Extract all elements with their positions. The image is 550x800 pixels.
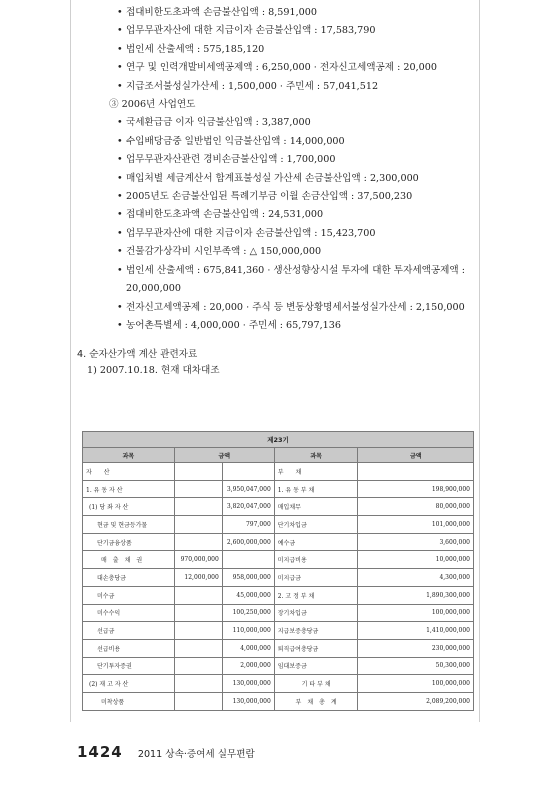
row-liability-amount: 4,300,000 — [358, 569, 474, 587]
row-asset-amount: 958,000,000 — [222, 569, 274, 587]
list-item: • 건물감가상각비 시인부족액 : △ 150,000,000 — [117, 243, 477, 261]
table-row — [83, 622, 474, 640]
list-item: • 접대비한도초과액 손금불산입액 : 24,531,000 — [117, 206, 477, 224]
page-footer — [77, 742, 255, 761]
row-liability-label: 미지급금 — [274, 569, 358, 587]
table-row — [83, 551, 474, 569]
list-item: • 법인세 산출세액 : 675,841,360 · 생산성향상시설 투자에 대한 투자세액공제액 : 20,000,000 — [117, 262, 477, 299]
list-item: • 연구 및 인력개발비세액공제액 : 6,250,000 · 전자신고세액공제 : 20,000 — [117, 59, 477, 77]
row-liability-label: 1. 유 동 부 채 — [274, 480, 358, 498]
row-asset-label: 매 출 채 권 — [83, 551, 175, 569]
col-amount-right: 금액 — [358, 448, 474, 463]
row-asset-amount: 110,000,000 — [222, 622, 274, 640]
row-liability-amount: 100,000,000 — [358, 675, 474, 693]
section-subtitle: 1) 2007.10.18. 현재 대차대조 — [87, 365, 220, 377]
table-row — [83, 498, 474, 516]
row-asset-subamount — [174, 498, 222, 516]
col-account-left: 과목 — [83, 448, 175, 463]
list-item: • 법인세 산출세액 : 575,185,120 — [117, 41, 477, 59]
row-asset-label: 선급비용 — [83, 639, 175, 657]
col-amount-left: 금액 — [174, 448, 274, 463]
row-liability-amount: 1,890,300,000 — [358, 586, 474, 604]
row-liability-label: 매입채무 — [274, 498, 358, 516]
row-asset-subamount — [174, 622, 222, 640]
row-liability-amount: 2,089,200,000 — [358, 692, 474, 710]
row-asset-amount: 100,250,000 — [222, 604, 274, 622]
list-item: • 농어촌특별세 : 4,000,000 · 주민세 : 65,797,136 — [117, 317, 477, 335]
row-asset-label: 미수수익 — [83, 604, 175, 622]
row-asset-amount: 130,000,000 — [222, 675, 274, 693]
year-2006-heading: ③ 2006년 사업연도 — [109, 99, 196, 111]
table-row — [83, 675, 474, 693]
list-item: • 매입처별 세금계산서 합계표불성실 가산세 손금불산입액 : 2,300,000 — [117, 170, 477, 188]
list-item: • 접대비한도초과액 손금불산입액 : 8,591,000 — [117, 4, 477, 22]
row-asset-amount: 45,000,000 — [222, 586, 274, 604]
list-item: • 전자신고세액공제 : 20,000 · 주식 등 변동상황명세서불성실가산세 : 2,150,000 — [117, 299, 477, 317]
list-item: • 업무무관자산에 대한 지급이자 손금불산입액 : 17,583,790 — [117, 22, 477, 40]
row-liability-amount: 101,000,000 — [358, 516, 474, 534]
row-liability-amount: 3,600,000 — [358, 533, 474, 551]
balance-sheet-table — [82, 431, 474, 711]
row-liability-label: 단기차입금 — [274, 516, 358, 534]
row-asset-subamount — [174, 586, 222, 604]
table-row — [83, 516, 474, 534]
row-liability-amount: 10,000,000 — [358, 551, 474, 569]
table-row — [83, 586, 474, 604]
row-asset-amount: 797,000 — [222, 516, 274, 534]
row-asset-amount — [222, 551, 274, 569]
row-asset-label: (2) 재 고 자 산 — [83, 675, 175, 693]
row-liability-label: 장기차입금 — [274, 604, 358, 622]
row-asset-subamount — [174, 480, 222, 498]
list-item: • 업무무관자산관련 경비손금불산입액 : 1,700,000 — [117, 151, 477, 169]
row-liability-label: 퇴직급여충당금 — [274, 639, 358, 657]
table-row — [83, 533, 474, 551]
row-asset-label: (1) 당 좌 자 산 — [83, 498, 175, 516]
row-asset-amount: 2,000,000 — [222, 657, 274, 675]
row-liability-amount: 80,000,000 — [358, 498, 474, 516]
row-asset-label: 미수금 — [83, 586, 175, 604]
row-asset-label: 1. 유 동 자 산 — [83, 480, 175, 498]
row-liability-label: 2. 고 정 부 채 — [274, 586, 358, 604]
row-liability-label: 기 타 부 채 — [274, 675, 358, 693]
row-asset-label: 현금 및 현금등가물 — [83, 516, 175, 534]
table-row — [83, 604, 474, 622]
row-asset-label: 단기투자증권 — [83, 657, 175, 675]
row-liability-amount: 1,410,000,000 — [358, 622, 474, 640]
row-asset-amount: 2,600,000,000 — [222, 533, 274, 551]
row-liability-amount: 100,000,000 — [358, 604, 474, 622]
row-asset-amount: 3,820,047,000 — [222, 498, 274, 516]
table-row — [83, 639, 474, 657]
bullet-list-2006 — [77, 114, 477, 335]
row-asset-subamount — [174, 516, 222, 534]
row-liability-amount: 50,300,000 — [358, 657, 474, 675]
row-asset-label: 단기금융상품 — [83, 533, 175, 551]
row-asset-amount: 130,000,000 — [222, 692, 274, 710]
row-liability-label: 임대보증금 — [274, 657, 358, 675]
row-liability-amount: 198,900,000 — [358, 480, 474, 498]
row-liability-amount: 230,000,000 — [358, 639, 474, 657]
row-asset-subamount: 970,000,000 — [174, 551, 222, 569]
row-liability-label: 예수금 — [274, 533, 358, 551]
row-asset-subamount — [174, 639, 222, 657]
list-item: • 업무무관자산에 대한 지급이자 손금불산입액 : 15,423,700 — [117, 225, 477, 243]
page-number: 1424 — [77, 743, 123, 761]
row-asset-label: 선급금 — [83, 622, 175, 640]
table-row — [83, 692, 474, 710]
period-header: 제23기 — [83, 432, 474, 448]
table-row — [83, 657, 474, 675]
row-asset-subamount: 12,000,000 — [174, 569, 222, 587]
group-liabilities: 부 채 — [274, 463, 358, 481]
row-liability-label: 부 채 총 계 — [274, 692, 358, 710]
document-body — [77, 4, 477, 379]
row-asset-subamount — [174, 533, 222, 551]
row-asset-subamount — [174, 604, 222, 622]
row-asset-subamount — [174, 692, 222, 710]
row-asset-amount: 4,000,000 — [222, 639, 274, 657]
row-asset-label: 대손충당금 — [83, 569, 175, 587]
row-asset-subamount — [174, 657, 222, 675]
row-asset-amount: 3,950,047,000 — [222, 480, 274, 498]
section-title: 4. 순자산가액 계산 관련자료 — [77, 349, 198, 361]
table-row — [83, 480, 474, 498]
row-asset-subamount — [174, 675, 222, 693]
col-account-right: 과목 — [274, 448, 358, 463]
row-liability-label: 지급보증충당금 — [274, 622, 358, 640]
list-item: • 국세환급금 이자 익금불산입액 : 3,387,000 — [117, 114, 477, 132]
row-liability-label: 미지급비용 — [274, 551, 358, 569]
table-row — [83, 569, 474, 587]
row-asset-label: 미착상품 — [83, 692, 175, 710]
list-item: • 2005년도 손금불산입된 특례기부금 이월 손금산입액 : 37,500,230 — [117, 188, 477, 206]
list-item: • 지급조서불성실가산세 : 1,500,000 · 주민세 : 57,041,512 — [117, 78, 477, 96]
group-assets: 자 산 — [83, 463, 175, 481]
bullet-list-top — [77, 4, 477, 96]
list-item: • 수입배당금중 일반법인 익금불산입액 : 14,000,000 — [117, 133, 477, 151]
book-title: 2011 상속·증여세 실무편람 — [137, 749, 255, 760]
